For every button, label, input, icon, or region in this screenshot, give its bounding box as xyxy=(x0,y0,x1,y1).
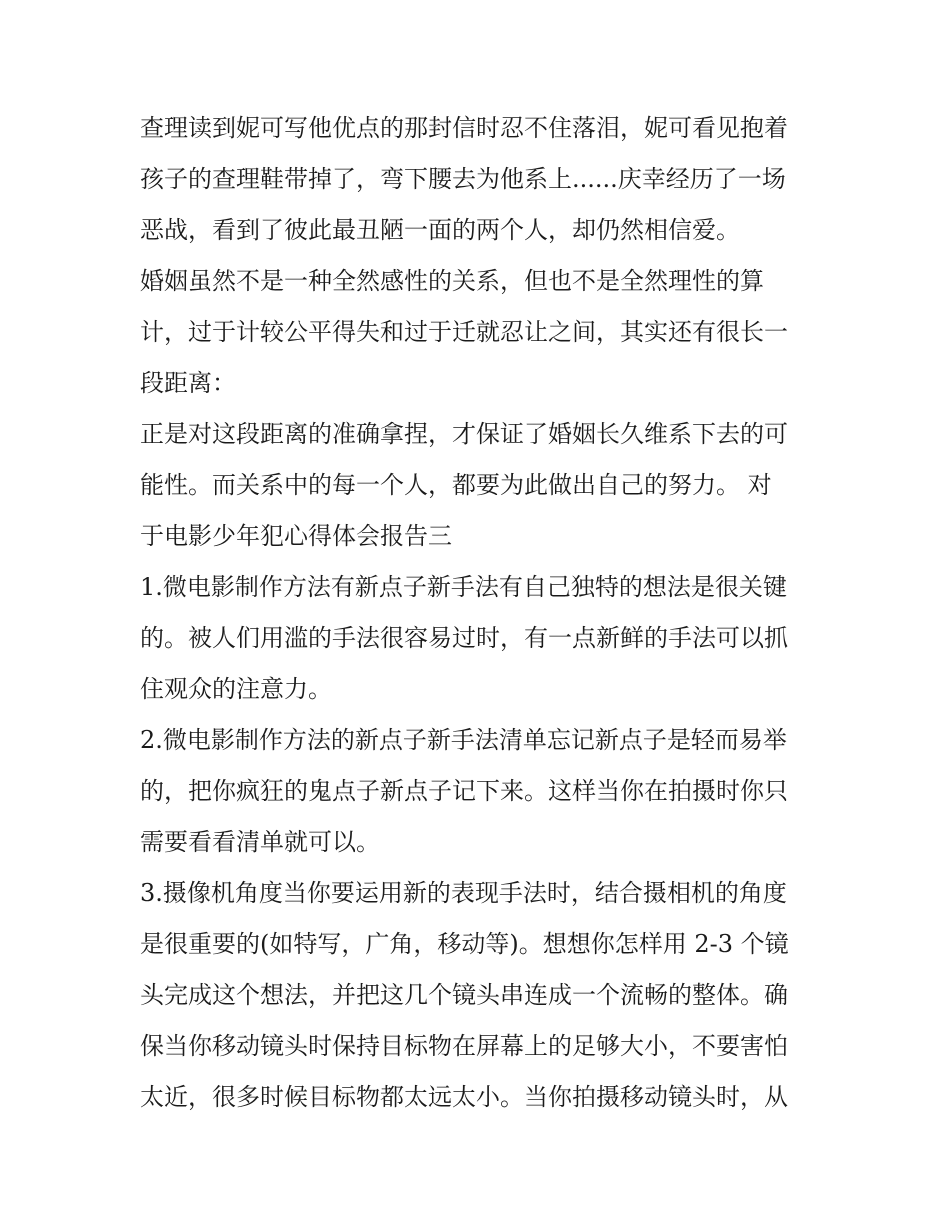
text-line: 查理读到妮可写他优点的那封信时忍不住落泪，妮可看见抱着 xyxy=(140,114,788,142)
paragraph-charlie-nicole xyxy=(140,103,820,256)
text-line: 计，过于计较公平得失和过于迁就忍让之间，其实还有很长一 xyxy=(140,318,788,346)
text-line: 的，把你疯狂的鬼点子新点子记下来。这样当你在拍摄时你只 xyxy=(140,777,788,805)
text-line: 是很重要的(如特写，广角，移动等)。想想你怎样用 2-3 个镜 xyxy=(140,930,789,958)
text-line: 婚姻虽然不是一种全然感性的关系，但也不是全然理性的算 xyxy=(140,267,764,295)
text-line: 保当你移动镜头时保持目标物在屏幕上的足够大小，不要害怕 xyxy=(140,1032,788,1060)
text-line: 住观众的注意力。 xyxy=(140,675,332,703)
list-item-1-new-ideas xyxy=(140,562,820,715)
paragraph-distance-report-title xyxy=(140,409,820,562)
text-line: 3.摄像机角度当你要运用新的表现手法时，结合摄相机的角度 xyxy=(140,879,787,907)
text-line: 需要看看清单就可以。 xyxy=(140,828,380,856)
text-line: 1.微电影制作方法有新点子新手法有自己独特的想法是很关键 xyxy=(140,573,787,601)
document-body xyxy=(140,103,820,1123)
text-line: 段距离： xyxy=(140,369,236,397)
text-line: 的。被人们用滥的手法很容易过时，有一点新鲜的手法可以抓 xyxy=(140,624,788,652)
text-line: 太近，很多时候目标物都太远太小。当你拍摄移动镜头时，从 xyxy=(140,1083,788,1111)
text-line: 于电影少年犯心得体会报告三 xyxy=(140,522,452,550)
text-line: 正是对这段距离的准确拿捏，才保证了婚姻长久维系下去的可 xyxy=(140,420,788,448)
text-line: 恶战，看到了彼此最丑陋一面的两个人，却仍然相信爱。 xyxy=(140,216,740,244)
list-item-3-camera-angle xyxy=(140,868,820,1123)
text-line: 2.微电影制作方法的新点子新手法清单忘记新点子是轻而易举 xyxy=(140,726,787,754)
text-line: 孩子的查理鞋带掉了，弯下腰去为他系上......庆幸经历了一场 xyxy=(140,165,786,193)
paragraph-marriage-relationship xyxy=(140,256,820,409)
list-item-2-idea-checklist xyxy=(140,715,820,868)
text-line: 能性。而关系中的每一个人，都要为此做出自己的努力。 对 xyxy=(140,471,772,499)
text-line: 头完成这个想法，并把这几个镜头串连成一个流畅的整体。确 xyxy=(140,981,788,1009)
